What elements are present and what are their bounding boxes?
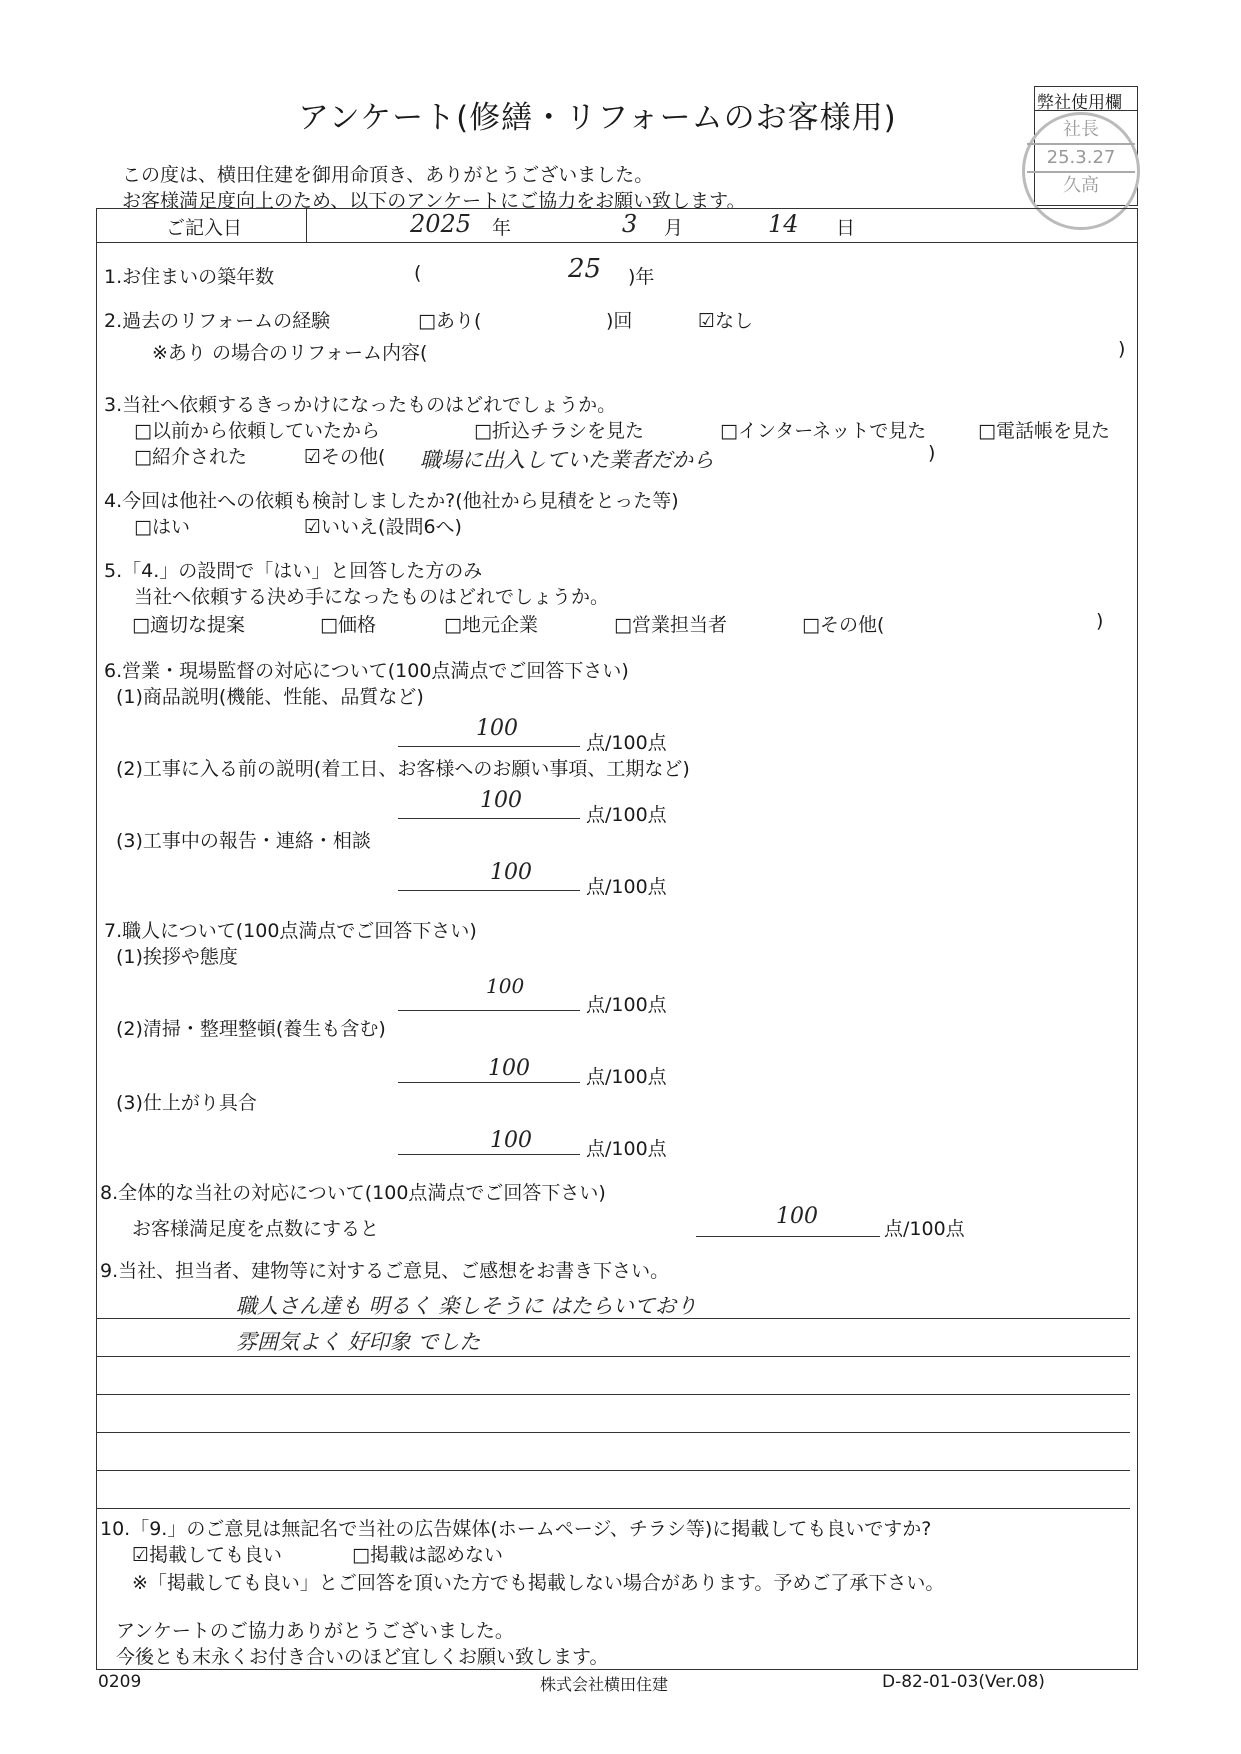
q8-sub: お客様満足度を点数にすると	[132, 1218, 380, 1240]
date-year[interactable]: 2025	[410, 210, 472, 238]
q8-unit: 点/100点	[884, 1218, 965, 1240]
q2-text: 2.過去のリフォームの経験	[104, 310, 331, 332]
q9-text: 9.当社、担当者、建物等に対するご意見、ご感想をお書き下さい。	[100, 1260, 670, 1282]
q5-option-5[interactable]: □その他(	[802, 614, 885, 636]
footer-form-id: D-82-01-03(Ver.08)	[882, 1672, 1045, 1692]
q6-item-2-unit: 点/100点	[586, 804, 667, 826]
q7-item-2-score[interactable]: 100	[488, 1056, 530, 1081]
q7-item-1-label: (1)挨拶や態度	[116, 946, 238, 968]
q2-times: )回	[606, 310, 633, 332]
q7-item-2-label: (2)清掃・整理整頓(養生も含む)	[116, 1018, 386, 1040]
q1-close: )年	[628, 266, 655, 288]
q7-item-3-score[interactable]: 100	[490, 1128, 532, 1153]
q10-opt-no[interactable]: □掲載は認めない	[352, 1544, 503, 1566]
q3-option-4[interactable]: □電話帳を見た	[978, 420, 1110, 442]
q2-detail-close: )	[1118, 338, 1126, 360]
q4-text: 4.今回は他社への依頼も検討しましたか?(他社から見積をとった等)	[104, 490, 679, 512]
intro-line-2: お客様満足度向上のため、以下のアンケートにご協力をお願い致します。	[122, 190, 746, 212]
q2-opt-yes[interactable]: □あり(	[418, 310, 482, 332]
q6-item-2-label: (2)工事に入る前の説明(着工日、お客様へのお願い事項、工期など)	[116, 758, 690, 780]
date-day-unit: 日	[836, 217, 856, 239]
q6-item-1-unit: 点/100点	[586, 732, 667, 754]
q4-opt-yes[interactable]: □はい	[134, 516, 190, 538]
q5-text: 5.「4.」の設問で「はい」と回答した方のみ	[104, 560, 483, 582]
page-title: アンケート(修繕・リフォームのお客様用)	[298, 100, 897, 136]
closing-line-1: アンケートのご協力ありがとうございました。	[116, 1620, 514, 1642]
stamp-role: 社長	[1063, 119, 1099, 140]
q7-item-3-unit: 点/100点	[586, 1138, 667, 1160]
footer-company: 株式会社横田住建	[540, 1675, 669, 1694]
date-year-unit: 年	[492, 217, 512, 239]
q4-opt-no[interactable]: ☑いいえ(設問6へ)	[304, 516, 462, 538]
q5-option-4[interactable]: □営業担当者	[614, 614, 727, 636]
q1-value[interactable]: 25	[568, 254, 602, 284]
q7-item-1-score[interactable]: 100	[486, 974, 525, 998]
q5-sub: 当社へ依頼する決め手になったものはどれでしょうか。	[134, 586, 610, 608]
q7-item-3-label: (3)仕上がり具合	[116, 1092, 257, 1114]
q5-option-2[interactable]: □価格	[320, 614, 376, 636]
q5-option-3[interactable]: □地元企業	[444, 614, 538, 636]
q9-comment-line-2[interactable]: 雰囲気よく 好印象 でした	[236, 1330, 481, 1354]
q3-other-answer[interactable]: 職場に出入していた業者だから	[420, 448, 714, 472]
q1-open: (	[414, 262, 422, 284]
q1-text: 1.お住まいの築年数	[104, 266, 275, 288]
footer-code: 0209	[98, 1672, 142, 1692]
q6-item-3-score[interactable]: 100	[490, 860, 532, 885]
q3-option-2[interactable]: □折込チラシを見た	[474, 420, 644, 442]
q6-item-1-score[interactable]: 100	[476, 716, 518, 741]
q3-other-close: )	[928, 442, 936, 464]
date-day[interactable]: 14	[768, 210, 799, 238]
q7-text: 7.職人について(100点満点でご回答下さい)	[104, 920, 477, 942]
stamp-date: 25.3.27	[1027, 143, 1135, 173]
q3-text: 3.当社へ依頼するきっかけになったものはどれでしょうか。	[104, 394, 617, 416]
date-month[interactable]: 3	[622, 210, 638, 238]
q2-opt-no[interactable]: ☑なし	[698, 310, 754, 332]
q3-other[interactable]: ☑その他(	[304, 446, 386, 468]
q5-close: )	[1096, 610, 1104, 632]
q8-score[interactable]: 100	[776, 1204, 818, 1229]
q7-item-1-unit: 点/100点	[586, 994, 667, 1016]
q9-comment-line-1[interactable]: 職人さん達も 明るく 楽しそうに はたらいており	[236, 1294, 698, 1318]
date-month-unit: 月	[664, 217, 684, 239]
q6-item-3-label: (3)工事中の報告・連絡・相談	[116, 830, 371, 852]
stamp-name: 久高	[1063, 175, 1099, 196]
q3-option-1[interactable]: □以前から依頼していたから	[134, 420, 380, 442]
q6-item-3-unit: 点/100点	[586, 876, 667, 898]
q3-option-5[interactable]: □紹介された	[134, 446, 247, 468]
q10-note: ※「掲載しても良い」とご回答を頂いた方でも掲載しない場合があります。予めご了承下さい。	[132, 1572, 945, 1594]
closing-line-2: 今後とも末永くお付き合いのほど宜しくお願い致します。	[116, 1646, 609, 1668]
q6-item-1-label: (1)商品説明(機能、性能、品質など)	[116, 686, 424, 708]
intro-line-1: この度は、横田住建を御用命頂き、ありがとうございました。	[122, 164, 654, 186]
q10-opt-yes[interactable]: ☑掲載しても良い	[132, 1544, 283, 1566]
office-use-label: 弊社使用欄	[1037, 93, 1122, 113]
q7-item-2-unit: 点/100点	[586, 1066, 667, 1088]
q5-option-1[interactable]: □適切な提案	[132, 614, 245, 636]
q6-text: 6.営業・現場監督の対応について(100点満点でご回答下さい)	[104, 660, 629, 682]
date-label: ご記入日	[166, 217, 243, 239]
q10-text: 10.「9.」のご意見は無記名で当社の広告媒体(ホームページ、チラシ等)に掲載しても良いですか?	[100, 1518, 932, 1540]
q6-item-2-score[interactable]: 100	[480, 788, 522, 813]
q3-option-3[interactable]: □インターネットで見た	[720, 420, 927, 442]
q2-detail-label: ※あり の場合のリフォーム内容(	[152, 342, 428, 364]
q8-text: 8.全体的な当社の対応について(100点満点でご回答下さい)	[100, 1182, 606, 1204]
